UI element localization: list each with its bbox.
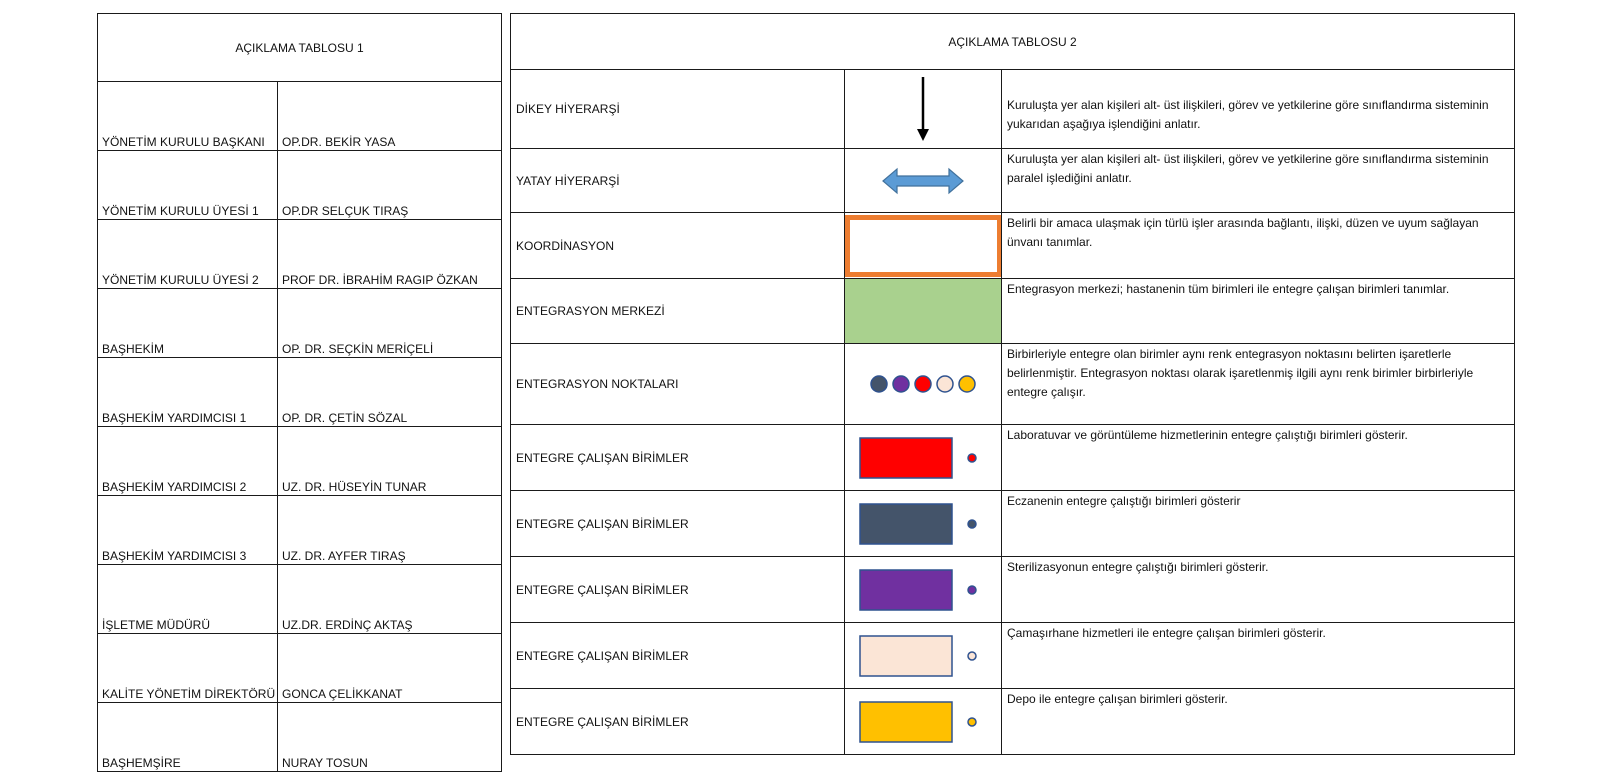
left-right-arrow-icon xyxy=(881,166,965,196)
name-cell: OP.DR. BEKİR YASA xyxy=(278,82,502,151)
name-cell: PROF DR. İBRAHİM RAGIP ÖZKAN xyxy=(278,220,502,289)
down-arrow-icon xyxy=(913,75,933,143)
row-description: Entegrasyon merkezi; hastanenin tüm birimleri ile entegre çalışan birimleri tanımlar. xyxy=(1002,279,1515,344)
row-label: ENTEGRE ÇALIŞAN BİRİMLER xyxy=(511,689,845,755)
name-cell: GONCA ÇELİKKANAT xyxy=(278,634,502,703)
role-cell: BAŞHEKİM YARDIMCISI 2 xyxy=(98,427,278,496)
table-row xyxy=(511,70,1515,149)
table-row xyxy=(98,496,502,565)
role-cell: BAŞHEMŞİRE xyxy=(98,703,278,772)
table-row xyxy=(98,289,502,358)
name-cell: UZ.DR. ERDİNÇ AKTAŞ xyxy=(278,565,502,634)
symbol-cell xyxy=(845,623,1002,689)
role-cell: YÖNETİM KURULU BAŞKANI xyxy=(98,82,278,151)
row-description: Birbirleriyle entegre olan birimler aynı renk entegrasyon noktasını belirten işaretlerle belirlenmiştir. Entegrasyon noktası olarak işaretlenmiş ilgili aynı renk birimler birbirleriyle entegre çalışır. xyxy=(1002,344,1515,425)
row-description: Laboratuvar ve görüntüleme hizmetlerinin entegre çalıştığı birimleri gösterir. xyxy=(1002,425,1515,491)
symbol-cell xyxy=(845,557,1002,623)
table-2-title: AÇIKLAMA TABLOSU 2 xyxy=(511,14,1515,70)
table-row xyxy=(98,427,502,496)
purple-unit-icon xyxy=(858,568,988,612)
row-description: Eczanenin entegre çalıştığı birimleri gösterir xyxy=(1002,491,1515,557)
row-label: ENTEGRE ÇALIŞAN BİRİMLER xyxy=(511,623,845,689)
row-label: ENTEGRASYON MERKEZİ xyxy=(511,279,845,344)
symbol-cell xyxy=(845,689,1002,755)
symbol-cell xyxy=(845,425,1002,491)
dot-yellow xyxy=(959,376,975,392)
table-row xyxy=(511,623,1515,689)
orange-outline-box xyxy=(845,215,1002,277)
row-label: YATAY HİYERARŞİ xyxy=(511,149,845,213)
peach-unit-icon xyxy=(858,634,988,678)
row-label: DİKEY HİYERARŞİ xyxy=(511,70,845,149)
role-cell: İŞLETME MÜDÜRÜ xyxy=(98,565,278,634)
table-row xyxy=(511,279,1515,344)
table-row xyxy=(511,491,1515,557)
row-label: ENTEGRE ÇALIŞAN BİRİMLER xyxy=(511,425,845,491)
role-cell: KALİTE YÖNETİM DİREKTÖRÜ xyxy=(98,634,278,703)
name-cell: UZ. DR. HÜSEYİN TUNAR xyxy=(278,427,502,496)
table-row xyxy=(98,220,502,289)
row-description: Çamaşırhane hizmetleri ile entegre çalışan birimleri gösterir. xyxy=(1002,623,1515,689)
row-label: KOORDİNASYON xyxy=(511,213,845,279)
role-cell: BAŞHEKİM YARDIMCISI 3 xyxy=(98,496,278,565)
row-description: Depo ile entegre çalışan birimleri gösterir. xyxy=(1002,689,1515,755)
row-description: Sterilizasyonun entegre çalıştığı birimleri gösterir. xyxy=(1002,557,1515,623)
integration-dots xyxy=(868,372,978,396)
row-description: Kuruluşta yer alan kişileri alt- üst ilişkileri, görev ve yetkilerine göre sınıflandırma sisteminin paralel işlediğini anlatır. xyxy=(1002,149,1515,213)
name-cell: NURAY TOSUN xyxy=(278,703,502,772)
dark-blue-unit-icon xyxy=(858,502,988,546)
table-row xyxy=(98,703,502,772)
row-description: Belirli bir amaca ulaşmak için türlü işler arasında bağlantı, ilişki, düzen ve uyum sağlayan ünvanı tanımlar. xyxy=(1002,213,1515,279)
role-cell: BAŞHEKİM YARDIMCISI 1 xyxy=(98,358,278,427)
dot-dark-blue xyxy=(871,376,887,392)
red-unit-icon xyxy=(858,436,988,480)
symbol-cell xyxy=(845,213,1002,279)
explanation-table-1 xyxy=(97,13,502,772)
symbol-cell xyxy=(845,149,1002,213)
table-row xyxy=(511,557,1515,623)
symbol-cell xyxy=(845,279,1002,344)
table-row xyxy=(98,565,502,634)
name-cell: UZ. DR. AYFER TIRAŞ xyxy=(278,496,502,565)
table-row xyxy=(98,634,502,703)
row-description: Kuruluşta yer alan kişileri alt- üst ilişkileri, görev ve yetkilerine göre sınıflandırma sisteminin yukarıdan aşağıya işlendiğini anlatır. xyxy=(1002,70,1515,149)
explanation-table-2 xyxy=(510,13,1515,755)
table-row xyxy=(511,213,1515,279)
name-cell: OP. DR. ÇETİN SÖZAL xyxy=(278,358,502,427)
table-row xyxy=(511,689,1515,755)
name-cell: OP. DR. SEÇKİN MERİÇELİ xyxy=(278,289,502,358)
symbol-cell xyxy=(845,491,1002,557)
table-row xyxy=(511,425,1515,491)
row-label: ENTEGRE ÇALIŞAN BİRİMLER xyxy=(511,557,845,623)
dot-peach xyxy=(937,376,953,392)
table-1-title: AÇIKLAMA TABLOSU 1 xyxy=(98,14,502,82)
role-cell: YÖNETİM KURULU ÜYESİ 1 xyxy=(98,151,278,220)
name-cell: OP.DR SELÇUK TIRAŞ xyxy=(278,151,502,220)
role-cell: YÖNETİM KURULU ÜYESİ 2 xyxy=(98,220,278,289)
dot-purple xyxy=(893,376,909,392)
table-row xyxy=(98,151,502,220)
table-row xyxy=(98,358,502,427)
table-row xyxy=(511,344,1515,425)
table-row xyxy=(98,82,502,151)
role-cell: BAŞHEKİM xyxy=(98,289,278,358)
dot-red xyxy=(915,376,931,392)
row-label: ENTEGRASYON NOKTALARI xyxy=(511,344,845,425)
symbol-cell xyxy=(845,70,1002,149)
table-row xyxy=(511,149,1515,213)
yellow-unit-icon xyxy=(858,700,988,744)
row-label: ENTEGRE ÇALIŞAN BİRİMLER xyxy=(511,491,845,557)
symbol-cell xyxy=(845,344,1002,425)
